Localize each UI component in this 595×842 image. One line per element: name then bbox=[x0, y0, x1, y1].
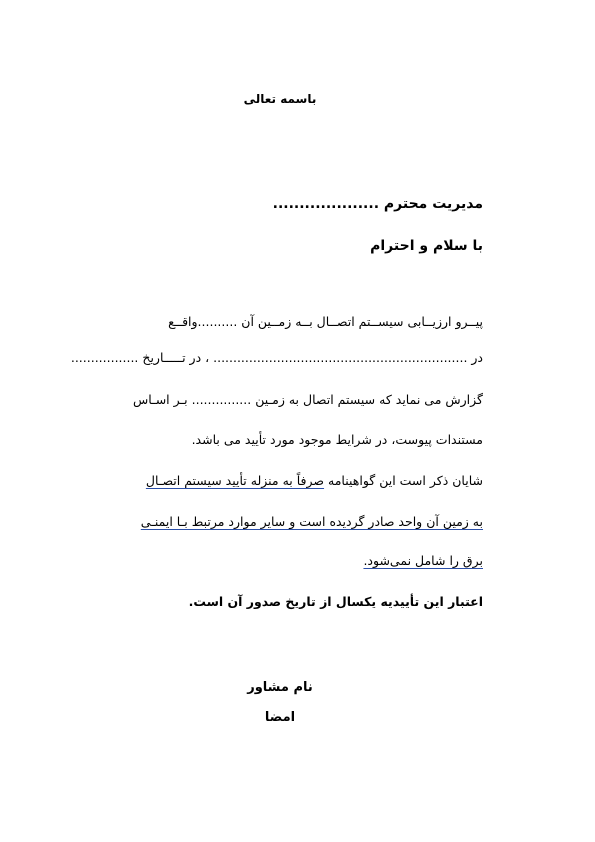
body-line-1: پیــرو ارزیــابی سیســتم اتصــال بــه زمــین آن ..........واقــع bbox=[168, 314, 483, 329]
recipient-line: مدیریت محترم .................... bbox=[272, 196, 483, 212]
body-line-7-text: برق را شامل نمی‌شود. bbox=[363, 553, 483, 568]
body-line-2: در ................................................................ ، در تـــــاریخ ................. bbox=[70, 350, 483, 365]
body-line-7 bbox=[363, 553, 483, 568]
body-line-5-underlined: صرفاً به منزله تأیید سیستم اتصـال bbox=[145, 473, 325, 488]
body-line-6-text: به زمین آن واحد صادر گردیده است و سایر موارد مرتبط بـا ایمنـی bbox=[140, 514, 483, 529]
validity-line: اعتبار این تأییدیه یکسال از تاریخ صدور آن است. bbox=[188, 594, 483, 609]
body-line-3: گزارش می نماید که سیستم اتصال به زمـین ............... بـر اسـاس bbox=[132, 392, 483, 407]
body-line-4: مستندات پیوست، در شرایط موجود مورد تأیید می باشد. bbox=[191, 432, 483, 447]
greeting-line: با سلام و احترام bbox=[370, 238, 483, 254]
body-line-5-plain: شایان ذکر است این گواهینامه bbox=[324, 473, 483, 488]
body-line-6 bbox=[141, 514, 483, 529]
body-line-5 bbox=[146, 473, 483, 488]
consultant-name: نام مشاور bbox=[247, 680, 313, 695]
signature-label: امضا bbox=[264, 710, 296, 725]
document-heading: باسمه تعالی bbox=[243, 92, 317, 106]
